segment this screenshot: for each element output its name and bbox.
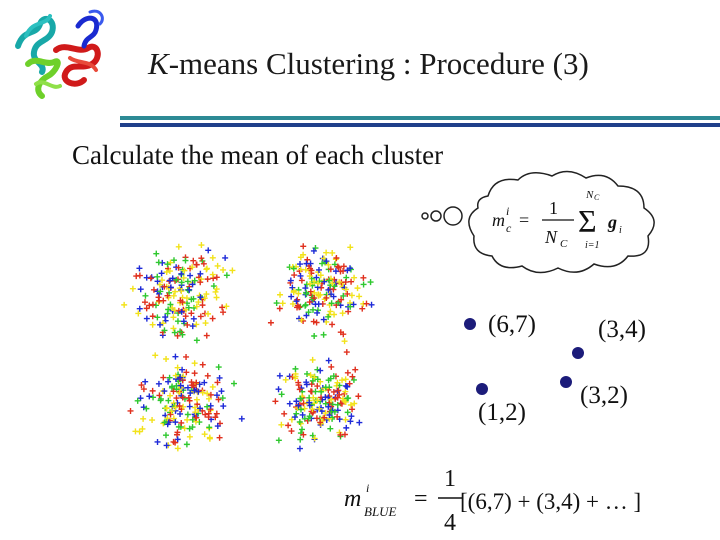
scatter-marker <box>185 411 191 417</box>
scatter-marker <box>303 267 309 273</box>
scatter-marker <box>163 356 169 362</box>
tf-sum-lower: i=1 <box>585 240 600 251</box>
scatter-marker <box>142 299 148 305</box>
scatter-marker <box>205 276 211 282</box>
scatter-marker <box>300 243 306 249</box>
scatter-marker <box>345 409 351 415</box>
scatter-marker <box>321 332 327 338</box>
scatter-marker <box>297 437 303 443</box>
scatter-marker <box>356 420 362 426</box>
scatter-marker <box>210 384 216 390</box>
scatter-marker <box>352 367 358 373</box>
scatter-marker <box>222 255 228 261</box>
scatter-marker <box>304 371 310 377</box>
scatter-marker <box>304 257 310 263</box>
scatter-marker <box>369 302 375 308</box>
protein-structure-icon <box>6 6 121 109</box>
scatter-marker <box>185 278 191 284</box>
thought-cloud <box>418 168 668 280</box>
tf-sum-upper-sub: C <box>594 193 600 202</box>
point-label-3-2: (3,2) <box>580 382 628 409</box>
scatter-marker <box>202 431 208 437</box>
scatter-marker <box>314 319 320 325</box>
scatter-marker <box>154 314 160 320</box>
scatter-marker <box>182 258 188 264</box>
scatter-marker <box>220 267 226 273</box>
scatter-marker <box>229 267 235 273</box>
bf-sub: BLUE <box>364 504 397 519</box>
scatter-marker <box>277 305 283 311</box>
scatter-marker <box>348 266 354 272</box>
scatter-marker <box>155 439 161 445</box>
thought-bubble-medium <box>431 211 441 221</box>
scatter-marker <box>345 370 351 376</box>
scatter-marker <box>149 274 155 280</box>
scatter-marker <box>314 383 320 389</box>
scatter-marker <box>146 393 152 399</box>
bf-denominator: 4 <box>444 510 456 536</box>
scatter-marker <box>297 446 303 452</box>
scatter-marker <box>283 377 289 383</box>
cluster-scatter-plot <box>118 228 396 468</box>
scatter-marker <box>170 314 176 320</box>
bf-sup: i <box>366 481 370 495</box>
scatter-marker <box>144 316 150 322</box>
scatter-marker <box>280 300 286 306</box>
scatter-marker <box>150 313 156 319</box>
scatter-marker <box>152 352 158 358</box>
scatter-marker <box>223 303 229 309</box>
scatter-marker <box>277 373 283 379</box>
tf-sum-upper: N <box>586 189 594 201</box>
scatter-marker <box>210 255 216 261</box>
scatter-marker <box>312 389 318 395</box>
scatter-marker <box>279 391 285 397</box>
scatter-marker <box>341 263 347 269</box>
scatter-marker <box>172 354 178 360</box>
scatter-marker <box>302 406 308 412</box>
scatter-marker <box>363 301 369 307</box>
scatter-marker <box>328 364 334 370</box>
scatter-marker <box>216 364 222 370</box>
point-label-6-7: (6,7) <box>488 311 536 338</box>
point-dot-3-2 <box>560 376 572 388</box>
scatter-marker <box>148 275 154 281</box>
scatter-marker <box>329 250 335 256</box>
scatter-marker <box>184 417 190 423</box>
scatter-marker <box>276 386 282 392</box>
tf-numerator: 1 <box>549 198 558 218</box>
scatter-marker <box>343 376 349 382</box>
scatter-marker <box>204 265 210 271</box>
scatter-marker <box>343 425 349 431</box>
scatter-marker <box>281 411 287 417</box>
scatter-marker <box>153 302 159 308</box>
scatter-marker <box>293 411 299 417</box>
scatter-marker <box>285 422 291 428</box>
tf-denominator: N <box>545 227 558 247</box>
scatter-marker <box>191 316 197 322</box>
scatter-marker <box>333 255 339 261</box>
bf-numerator: 1 <box>444 466 456 492</box>
scatter-marker <box>329 321 335 327</box>
scatter-marker <box>299 277 305 283</box>
point-label-3-4: (3,4) <box>598 316 646 343</box>
scatter-marker <box>192 360 198 366</box>
thought-bubble-large <box>444 207 462 225</box>
scatter-marker <box>287 401 293 407</box>
point-dot-3-4 <box>572 347 584 359</box>
scatter-marker <box>205 247 211 253</box>
scatter-marker <box>215 263 221 269</box>
scatter-marker <box>205 311 211 317</box>
blue-mean-formula <box>340 460 465 536</box>
scatter-marker <box>130 286 136 292</box>
scatter-marker <box>188 310 194 316</box>
scatter-marker <box>156 298 162 304</box>
tf-summand: g <box>608 212 617 232</box>
scatter-marker <box>197 279 203 285</box>
thought-bubble-small <box>422 213 428 219</box>
scatter-marker <box>368 279 374 285</box>
scatter-marker <box>351 275 357 281</box>
scatter-marker <box>348 413 354 419</box>
scatter-marker <box>187 404 193 410</box>
scatter-marker <box>355 285 361 291</box>
scatter-marker <box>219 304 225 310</box>
scatter-marker <box>206 424 212 430</box>
scatter-marker <box>153 251 159 257</box>
scatter-marker <box>298 273 304 279</box>
scatter-marker <box>136 265 142 271</box>
tf-lhs-sup: i <box>506 204 510 218</box>
blue-mean-expression: [(6,7) + (3,4) + … ] <box>460 489 642 514</box>
scatter-marker <box>150 302 156 308</box>
scatter-marker <box>344 349 350 355</box>
scatter-marker <box>349 406 355 412</box>
scatter-marker <box>163 432 169 438</box>
scatter-marker <box>342 338 348 344</box>
tf-equals: = <box>519 210 530 230</box>
scatter-marker <box>142 379 148 385</box>
sigma-icon: Σ <box>578 203 597 239</box>
title-rule-bottom <box>120 123 720 127</box>
scatter-marker <box>217 435 223 441</box>
scatter-marker <box>187 273 193 279</box>
scatter-marker <box>323 250 329 256</box>
tf-lhs-sub: c <box>506 221 512 235</box>
scatter-marker <box>310 357 316 363</box>
scatter-marker <box>138 286 144 292</box>
scatter-marker <box>156 259 162 265</box>
scatter-marker <box>160 375 166 381</box>
scatter-marker <box>172 330 178 336</box>
scatter-marker <box>355 393 361 399</box>
scatter-marker <box>359 306 365 312</box>
point-label-1-2: (1,2) <box>478 399 526 426</box>
scatter-marker <box>314 415 320 421</box>
scatter-marker <box>176 244 182 250</box>
title-rule-top <box>120 116 720 120</box>
scatter-marker <box>274 300 280 306</box>
scatter-marker <box>140 416 146 422</box>
scatter-marker <box>327 308 333 314</box>
scatter-marker <box>299 426 305 432</box>
scatter-marker <box>348 279 354 285</box>
scatter-marker <box>183 354 189 360</box>
scatter-marker <box>132 428 138 434</box>
scatter-marker <box>361 281 367 287</box>
scatter-marker <box>204 333 210 339</box>
scatter-marker <box>277 292 283 298</box>
title-rest: -means Clustering : Procedure (3) <box>168 46 589 81</box>
scatter-marker <box>137 273 143 279</box>
point-dot-6-7 <box>464 318 476 330</box>
scatter-marker <box>326 358 332 364</box>
scatter-marker <box>207 435 213 441</box>
scatter-marker <box>214 294 220 300</box>
scatter-marker <box>150 322 156 328</box>
scatter-marker <box>170 325 176 331</box>
scatter-marker <box>198 313 204 319</box>
scatter-marker <box>200 362 206 368</box>
scatter-marker <box>205 373 211 379</box>
scatter-marker <box>276 437 282 443</box>
scatter-marker <box>159 270 165 276</box>
slide-subtitle: Calculate the mean of each cluster <box>72 140 444 170</box>
scatter-marker <box>347 244 353 250</box>
scatter-marker <box>149 417 155 423</box>
scatter-marker <box>150 388 156 394</box>
scatter-marker <box>288 428 294 434</box>
scatter-marker <box>218 388 224 394</box>
scatter-marker <box>311 319 317 325</box>
scatter-marker <box>164 269 170 275</box>
scatter-marker <box>291 272 297 278</box>
scatter-marker <box>220 403 226 409</box>
scatter-marker <box>360 275 366 281</box>
scatter-marker <box>150 394 156 400</box>
scatter-marker <box>213 289 219 295</box>
scatter-marker <box>314 367 320 373</box>
scatter-marker <box>239 416 245 422</box>
scatter-marker <box>327 426 333 432</box>
scatter-marker <box>268 320 274 326</box>
scatter-marker <box>175 318 181 324</box>
scatter-marker <box>292 366 298 372</box>
title-k: K <box>148 46 169 81</box>
scatter-marker <box>154 274 160 280</box>
scatter-marker <box>171 293 177 299</box>
scatter-marker <box>194 397 200 403</box>
scatter-marker <box>224 272 230 278</box>
scatter-marker <box>121 302 127 308</box>
scatter-marker <box>311 333 317 339</box>
bf-equals: = <box>414 486 428 512</box>
scatter-marker <box>200 302 206 308</box>
scatter-marker <box>184 441 190 447</box>
scatter-marker <box>204 390 210 396</box>
scatter-marker <box>272 398 278 404</box>
scatter-marker <box>187 434 193 440</box>
scatter-marker <box>194 337 200 343</box>
scatter-marker <box>331 311 337 317</box>
scatter-marker <box>142 293 148 299</box>
scatter-marker <box>192 370 198 376</box>
bf-var: m <box>344 486 362 512</box>
scatter-marker <box>278 422 284 428</box>
scatter-marker <box>340 310 346 316</box>
scatter-marker <box>317 368 323 374</box>
scatter-marker <box>210 316 216 322</box>
scatter-marker <box>220 309 226 315</box>
scatter-marker <box>231 381 237 387</box>
scatter-marker <box>316 301 322 307</box>
tf-summand-sub: i <box>619 225 622 236</box>
scatter-marker <box>208 403 214 409</box>
scatter-marker <box>184 295 190 301</box>
scatter-marker <box>203 320 209 326</box>
scatter-marker <box>172 289 178 295</box>
tf-lhs-var: m <box>492 210 505 230</box>
scatter-marker <box>356 293 362 299</box>
point-dot-1-2 <box>476 383 488 395</box>
slide-title <box>148 46 589 82</box>
scatter-marker <box>190 258 196 264</box>
scatter-marker <box>198 242 204 248</box>
tf-denominator-sub: C <box>560 238 568 250</box>
scatter-marker <box>128 408 134 414</box>
scatter-marker <box>156 381 162 387</box>
scatter-marker <box>175 445 181 451</box>
